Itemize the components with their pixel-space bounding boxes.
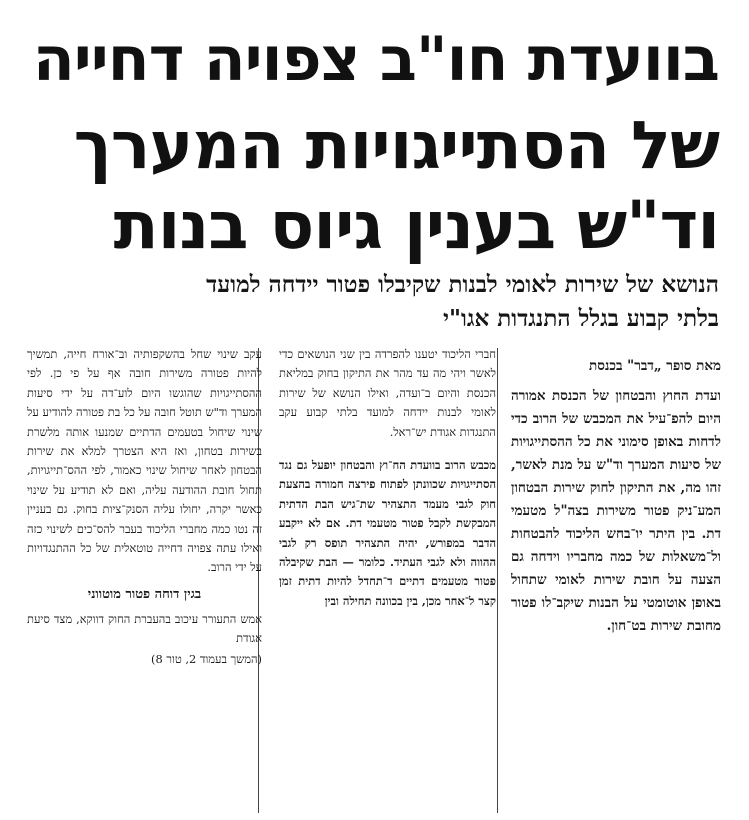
- article-paragraph: מכבש הרוב בוועדת הח־וץ והבטחון יופעל גם נגד הסתייגויות שכוונתן לפתוח פירצה חמורה בהצעת חוק לגבי מעמד התצהיר שת־גיש הבת הדתית המבקשת לקבל פטור מטעמי דת. אם לא ייקבע הדבר במפורש, יהיה התצהיר תופס רק לגבי ההווה ולא לגבי העתיד. כלומר — הבת שקיבלה פטור מטעמים דתיים ד־תחדל להיות דתית זמן קצר ל־אחר מכן, בין בכוונה תחילה ובין: [279, 458, 496, 608]
- article-paragraph: עקב שינוי שחל בהשקפותיה וב־אורח חייה, תמשיך להיות פטורה משירות חובה אף על פי כן. לפי ההסתייגויות שהוגשו היום לוע־דה על ידי סיעות המערך וד"ש תוטל חובה על כל בת פטורה להודיע על שינוי שיחול בטעמים הדתיים שמנעו אותה מלשרת בשירות בטחון, ואז היא הצטרך למלא את שירות הבטחון לאחר שיחול שינוי כאמור, לפי ההס־תייגויות, תחול חובת ההודעה עליה, ואם לא תודיע על שינוי כאשר יקרה, יחולו עליה הסנק־ציות בחוק. גם בעניין זה נטו כמה מחברי הליכוד בעבר להס־כים לשינוי כזה ואילו עתה צפויה דחייה טוטאלית של כל ההתנגדויות על ידי הרוב.: [27, 347, 262, 575]
- headline-line-1: בוועדת חו"ב צפויה דחייה: [32, 24, 719, 95]
- article-paragraph: ועדת החוץ והבטחון של הכנסת אמורה היום להפ־עיל את המכבש של הרוב כדי לדחות באופן סימוני את כל ההסתייגויות של סיעות המערך וד"ש על מנת לאשר, זהו מה, את התיקון לחוק שירות הבטחון המע־ניק פטור משירות בצה"ל מטעמי דת. בין היתר יו־בחש הליכוד להבטחות ול־משאלות של כמה מחבריו וידחה גם הצעה על חובת שירות לאומי שתחול באופן אוטומטי על הבנות שיקב־לו פטור מחובת שירות בט־חון.: [511, 388, 721, 634]
- article-column-left: [27, 345, 262, 815]
- article-paragraph: חברי הליכוד יטענו להפרדה בין שני הנושאים כדי לאשר ויהי מה עד מהר את התיקון בחוק במליאת הכנסת והיום ב־ועדה, ואילו הנושא של שירות לאומי לבנות יידחה למועד בלתי קבוע עקב התנגדות אגודת יש־ראל.: [279, 347, 496, 439]
- section-subhead: בגין דוחה פטור מוטווני: [87, 586, 202, 602]
- column-divider: [497, 348, 498, 813]
- subheadline-line-2: בלתי קבוע בגלל התנגדות אגו"י: [443, 305, 719, 332]
- article-column-right: [511, 345, 721, 815]
- article-column-middle: [279, 345, 496, 815]
- article-paragraph: אמש התעורר עיכוב בהעברת החוק דווקא, מצד סיעת אגודת: [27, 611, 262, 646]
- headline-line-2: של הסתייגויות המערך: [73, 107, 719, 184]
- subheadline-line-1: הנושא של שירות לאומי לבנות שקיבלו פטור יידחה למועד: [206, 271, 719, 298]
- byline: מאת סופר „דבר" בכנסת: [589, 358, 721, 374]
- headline-line-3: וד"ש בענין גיוס בנות: [113, 187, 719, 264]
- continuation-note: (המשך בעמוד 2, טור 8): [151, 651, 262, 666]
